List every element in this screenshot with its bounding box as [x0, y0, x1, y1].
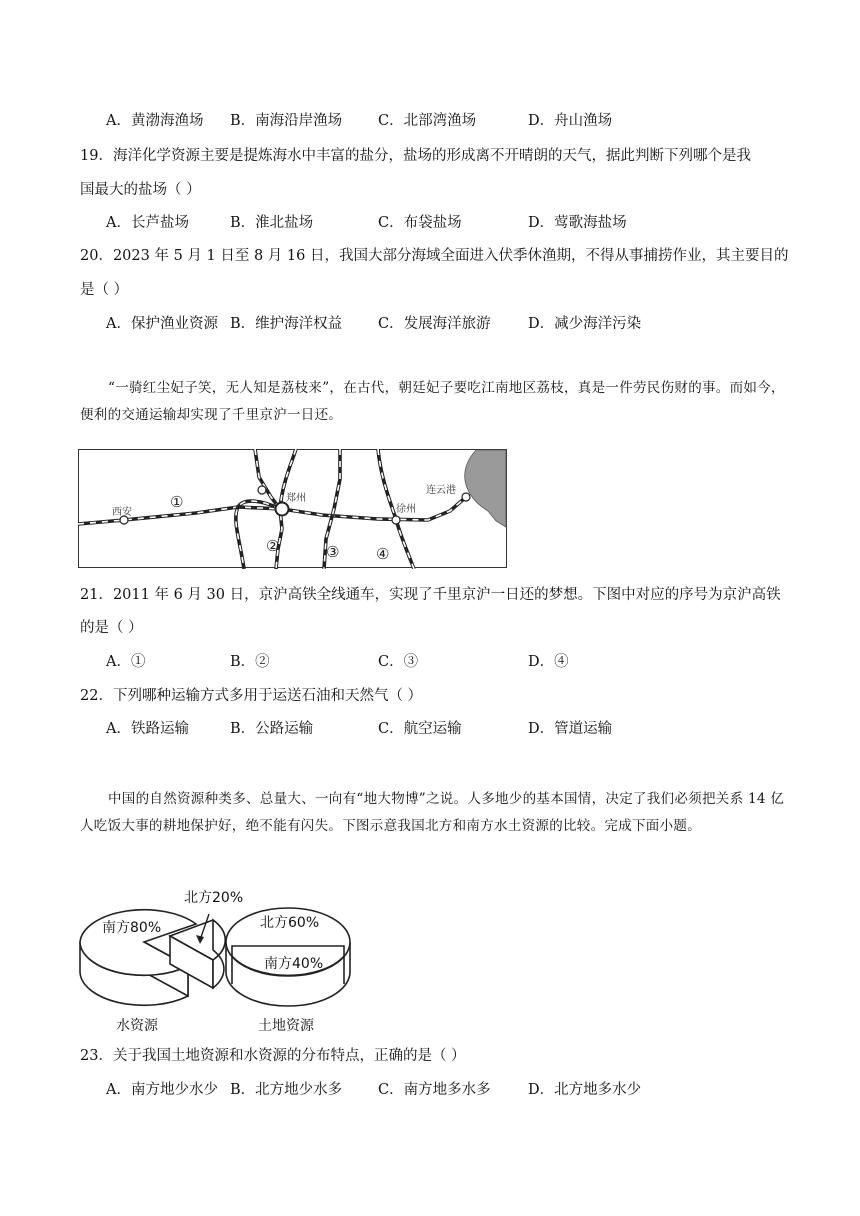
q22-option-a: A．铁路运输: [106, 721, 189, 737]
q19-option-c: C．布袋盐场: [378, 215, 462, 231]
marker-1: ①: [170, 493, 184, 511]
q18-option-d: D．舟山渔场: [528, 113, 613, 129]
land-south-label: 南方40%: [264, 956, 324, 972]
marker-2: ②: [266, 537, 280, 555]
q20-option-d: D．减少海洋污染: [528, 316, 642, 332]
q22-stem: 22．下列哪种运输方式多用于运送石油和天然气（ ）: [80, 688, 423, 704]
marker-4: ④: [376, 545, 390, 563]
q20-option-b: B．维护海洋权益: [230, 316, 343, 332]
q19-option-b: B．淮北盐场: [230, 215, 314, 231]
city-dot-zhengzhou: [276, 503, 289, 516]
q19-option-a: A．长芦盐场: [106, 215, 189, 231]
q20-stem-line1: 20．2023 年 5 月 1 日至 8 月 16 日，我国大部分海域全面进入伏季休渔期，不得从事捕捞作业，其主要目的: [80, 248, 789, 264]
passage-lychee: [80, 375, 785, 429]
q21-option-b: B．②: [230, 654, 270, 670]
q20-option-c: C．发展海洋旅游: [378, 316, 491, 332]
city-dot-lianyungang: [462, 493, 470, 501]
q20-option-a: A．保护渔业资源: [106, 316, 218, 332]
q18-option-a: A．黄渤海渔场: [106, 113, 204, 129]
water-south-label: 南方80%: [102, 920, 162, 936]
land-north-label: 北方60%: [260, 915, 320, 931]
q22-option-c: C．航空运输: [378, 721, 462, 737]
railway-map: [78, 449, 508, 569]
land-pie-title: 土地资源: [258, 1018, 314, 1034]
q19-stem-line2: 国最大的盐场（ ）: [80, 182, 201, 198]
passage-lychee-text: “一骑红尘妃子笑，无人知是荔枝来”，在古代，朝廷妃子要吃江南地区荔枝，真是一件劳民伤财的事。而如今，便利的交通运输却实现了千里京沪一日还。: [80, 380, 785, 423]
city-label-xian: 西安: [112, 507, 132, 518]
passage-resources: [80, 786, 785, 840]
q23-stem: 23．关于我国土地资源和水资源的分布特点，正确的是（ ）: [80, 1048, 466, 1064]
q21-option-c: C．③: [378, 654, 419, 670]
passage-resources-text: 中国的自然资源种类多、总量大、一向有“地大物博”之说。人多地少的基本国情，决定了我们必须把关系 14 亿人吃饭大事的耕地保护好，绝不能有闪失。下图示意我国北方和南方水土资源的比较。完成下面小题。: [80, 791, 785, 834]
q23-option-d: D．北方地多水少: [528, 1082, 642, 1098]
marker-3: ③: [326, 543, 340, 561]
water-north-label: 北方20%: [184, 890, 244, 906]
q23-option-a: A．南方地少水少: [106, 1082, 218, 1098]
q21-option-a: A．①: [106, 654, 146, 670]
city-dot-xuzhou: [392, 516, 400, 524]
q22-option-b: B．公路运输: [230, 721, 314, 737]
city-label-lianyungang: 连云港: [426, 485, 456, 496]
resource-pies: [76, 880, 366, 1040]
q18-option-c: C．北部湾渔场: [378, 113, 477, 129]
q22-option-d: D．管道运输: [528, 721, 613, 737]
q23-option-c: C．南方地多水多: [378, 1082, 491, 1098]
city-label-xuzhou: 徐州: [396, 504, 416, 515]
q21-stem-line2: 的是（ ）: [80, 620, 143, 636]
city-dot-north: [258, 486, 266, 494]
q21-option-d: D．④: [528, 654, 569, 670]
q20-stem-line2: 是（ ）: [80, 282, 129, 298]
q18-option-b: B．南海沿岸渔场: [230, 113, 343, 129]
q23-option-b: B．北方地少水多: [230, 1082, 343, 1098]
city-label-zhengzhou: 郑州: [286, 493, 306, 504]
water-pie-title: 水资源: [116, 1018, 158, 1034]
q19-option-d: D．莺歌海盐场: [528, 215, 627, 231]
q21-stem-line1: 21．2011 年 6 月 30 日，京沪高铁全线通车，实现了千里京沪一日还的梦想。下图中对应的序号为京沪高铁: [80, 587, 781, 603]
q19-stem-line1: 19．海洋化学资源主要是提炼海水中丰富的盐分，盐场的形成离不开晴朗的天气，据此判断下列哪个是我: [80, 148, 751, 164]
